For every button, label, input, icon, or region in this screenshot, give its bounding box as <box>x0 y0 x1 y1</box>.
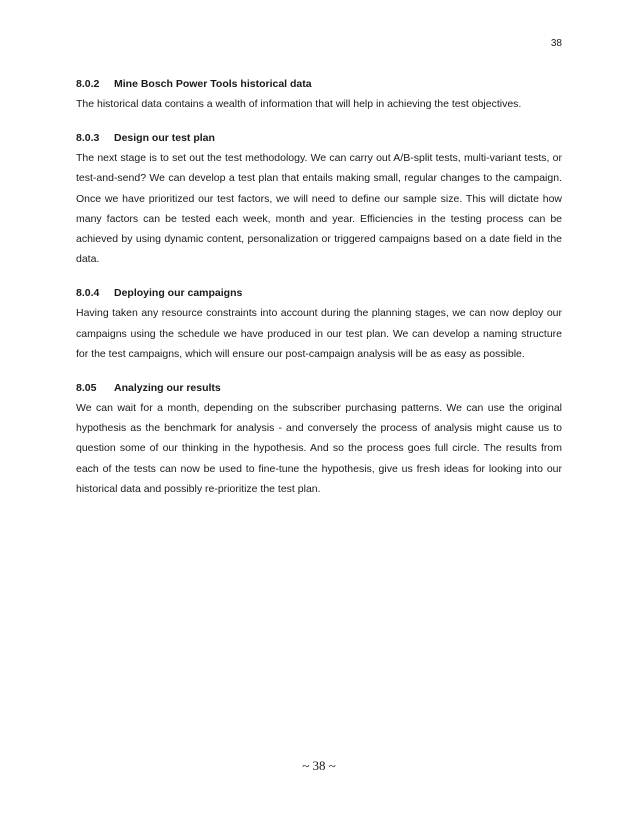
section-analyzing-results <box>76 378 562 499</box>
section-paragraph: We can wait for a month, depending on the subscriber purchasing patterns. We can use the original hypothesis as the benchmark for analysis - and conversely the process of analysis might cause us to question some of our thinking in the hypothesis. And so the process goes full circle. The results from each of the tests can now be used to fine-tune the hypothesis, give us fresh ideas for looking into our historical data and possibly re-prioritize the test plan. <box>76 402 562 495</box>
section-heading <box>76 283 562 303</box>
section-title: Deploying our campaigns <box>114 287 243 300</box>
section-title: Mine Bosch Power Tools historical data <box>114 78 312 90</box>
section-number: 8.0.3 <box>76 132 100 145</box>
section-heading <box>76 74 562 94</box>
section-deploying-campaigns <box>76 283 562 364</box>
header-page-number: 38 <box>550 38 562 49</box>
section-heading <box>76 128 562 148</box>
section-heading <box>76 378 562 398</box>
section-paragraph: Having taken any resource constraints into account during the planning stages, we can now deploy our campaigns using the schedule we have produced in our test plan. We can develop a naming structure for the test campaigns, which will ensure our post-campaign analysis will be as easy as possible. <box>76 307 562 360</box>
footer-page-number: ~ 38 ~ <box>302 758 336 773</box>
document-body <box>76 74 562 513</box>
section-title: Analyzing our results <box>114 382 221 395</box>
section-test-plan <box>76 128 562 269</box>
section-number: 8.0.2 <box>76 78 100 90</box>
section-paragraph: The next stage is to set out the test methodology. We can carry out A/B-split tests, multi-variant tests, or test-and-send? We can develop a test plan that entails making small, regular changes to the campaign. Once we have prioritized our test factors, we will need to define our sample size. This will dictate how many factors can be tested each week, month and year. Efficiencies in the testing process can be achieved by using dynamic content, personalization or triggered campaigns based on a date field in the data. <box>76 152 562 266</box>
section-number: 8.0.4 <box>76 287 100 300</box>
section-title: Design our test plan <box>114 132 215 145</box>
section-number: 8.05 <box>76 382 97 395</box>
section-historical-data <box>76 74 562 114</box>
section-paragraph: The historical data contains a wealth of information that will help in achieving the test objectives. <box>76 98 522 110</box>
